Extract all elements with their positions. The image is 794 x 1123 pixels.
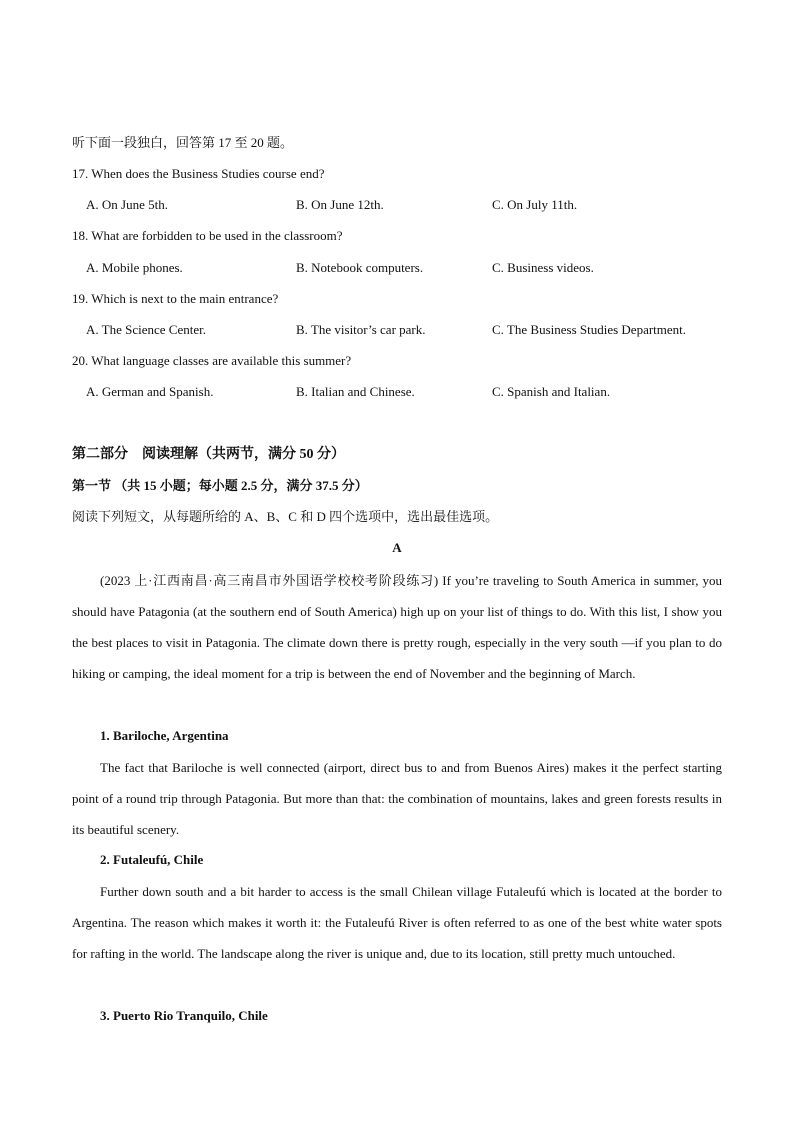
question-20-stem: 20. What language classes are available this summer? (72, 353, 352, 368)
question-18-option-a: A. Mobile phones. (86, 260, 183, 275)
question-19-option-b: B. The visitor’s car park. (296, 322, 426, 337)
question-20-option-c: C. Spanish and Italian. (492, 384, 611, 399)
question-19-option-a: A. The Science Center. (86, 322, 206, 337)
place-1-text: The fact that Bariloche is well connected (airport, direct bus to and from Buenos Aires) makes it the perfect starting point of a round trip through Patagonia. But more than that: the combination of mountains, lakes and green forests results in its beautiful scenery. (72, 760, 722, 837)
reading-instruction: 阅读下列短文，从每题所给的 A、B、C 和 D 四个选项中，选出最佳选项。 (72, 509, 499, 524)
reading-part-title: 第二部分 阅读理解（共两节，满分 50 分） (72, 447, 345, 462)
question-20-option-b: B. Italian and Chinese. (296, 384, 415, 399)
reading-section-title: 第一节 （共 15 小题；每小题 2.5 分，满分 37.5 分） (72, 478, 368, 493)
place-2-heading: 2. Futaleufú, Chile (100, 852, 204, 867)
place-1-heading: 1. Bariloche, Argentina (100, 728, 229, 743)
question-18-option-c: C. Business videos. (492, 260, 594, 275)
question-20-option-a: A. German and Spanish. (86, 384, 214, 399)
place-2-text: Further down south and a bit harder to access is the small Chilean village Futaleufú which is located at the border to Argentina. The reason which makes it worth it: the Futaleufú River is often referred to as one of the best white water spots for rafting in the world. The landscape along the river is unique and, due to its location, still pretty much untouched. (72, 884, 722, 961)
question-17-stem: 17. When does the Business Studies course end? (72, 166, 325, 181)
listening-instruction: 听下面一段独白，回答第 17 至 20 题。 (72, 135, 294, 150)
question-19-option-c: C. The Business Studies Department. (492, 322, 687, 337)
question-17-option-a: A. On June 5th. (86, 197, 168, 212)
question-17-option-b: B. On June 12th. (296, 197, 384, 212)
place-3-heading: 3. Puerto Rio Tranquilo, Chile (100, 1008, 268, 1023)
question-17-option-c: C. On July 11th. (492, 197, 578, 212)
passage-intro: (2023 上·江西南昌·高三南昌市外国语学校校考阶段练习) If you’re traveling to South America in summer, you should have Patagonia (at the southern end of South America) high up on your list of things to do. With this list, I show you the best places to visit in Patagonia. The climate down there is pretty rough, especially in the very south —if you plan to do hiking or camping, the ideal moment for a trip is between the end of November and the beginning of March. (72, 573, 722, 681)
question-19-stem: 19. Which is next to the main entrance? (72, 291, 279, 306)
question-18-stem: 18. What are forbidden to be used in the classroom? (72, 228, 343, 243)
passage-label: A (392, 540, 402, 555)
question-18-option-b: B. Notebook computers. (296, 260, 424, 275)
